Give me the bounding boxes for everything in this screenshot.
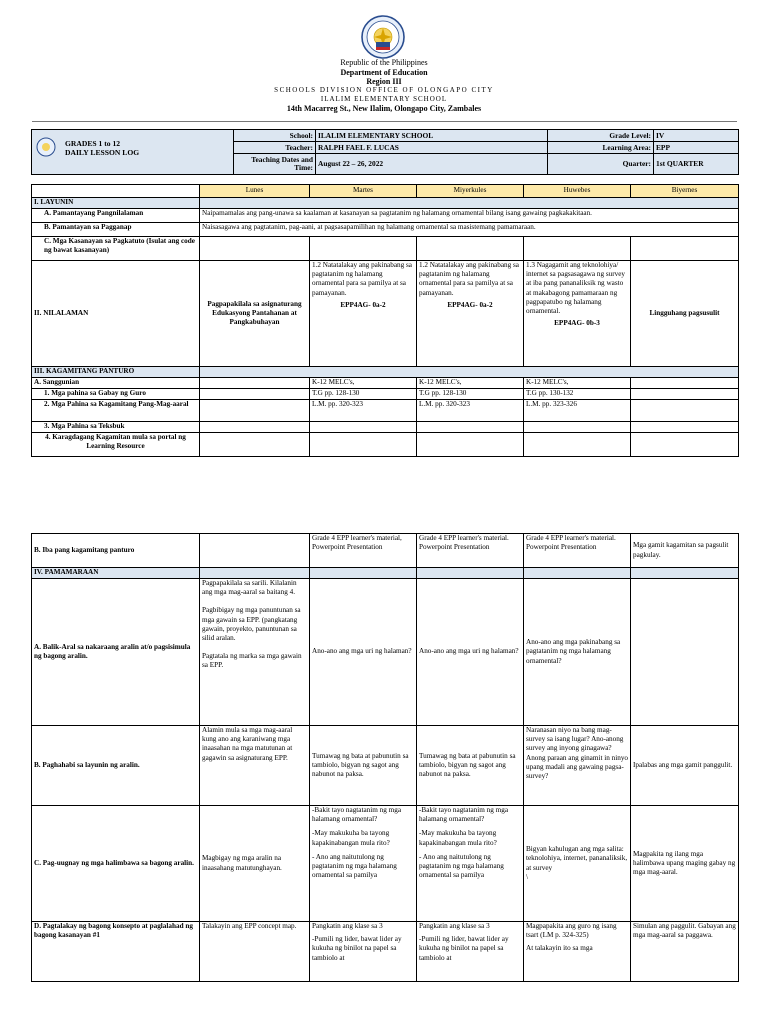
mag-aaral-thu: L.M. pp. 323-326 <box>524 400 631 422</box>
mag-aaral-tue: L.M. pp. 320-323 <box>310 400 417 422</box>
day-header-wed: Miyerkules <box>417 185 524 198</box>
address-line: 14th Macarreg St., New Ilalim, Olongapo City, Zambales <box>286 104 482 113</box>
division-line: SCHOOLS DIVISION OFFICE OF OLONGAPO CITY <box>274 86 494 94</box>
pag-uugnay-fri: Magpakita ng ilang mga halimbawa upang maging gabay ng mga mag-aaral. <box>631 806 739 922</box>
row-label-pag-uugnay: C. Pag-uugnay ng mga halimbawa sa bagong aralin. <box>32 806 200 922</box>
quarter-value: 1st QUARTER <box>654 154 739 175</box>
balik-aral-mon-2: Pagbibigay ng mga panuntunan sa mga gawain sa EPP. (pangkatang gawain, proyekto, panuntunan sa silid aralan. <box>202 606 301 643</box>
balik-aral-mon-1: Pagpapakilala sa sarili. Kilalanin ang mga mag-aaral sa baitang 4. <box>202 579 297 597</box>
school-label: School: <box>234 130 316 142</box>
pagtalakay-tue-cell <box>310 922 417 982</box>
region-line: Region III <box>366 77 402 86</box>
pag-uugnay-thu-1: Bigyan kahulugan ang mga salita: teknolohiya, internet, pananaliksik, at survey <box>526 845 628 872</box>
iba-tue: Grade 4 EPP learner's material, Powerpoint Presentation <box>310 534 417 568</box>
balik-aral-tue: Ano-ano ang mga uri ng halaman? <box>310 579 417 726</box>
paghahabi-thu: Naranasan niyo na bang mag-survey sa isang lugar? Ano-anong survey ang inyong ginagawa? Anong paraan ang ginamit in ninyo upang madali ang gawaing pagsa-survey? <box>524 726 631 806</box>
school-line: ILALIM ELEMENTARY SCHOOL <box>320 95 448 103</box>
header-divider <box>32 121 737 122</box>
republic-line: Republic of the Philippines <box>340 58 428 67</box>
row-label-kasanayan: C. Mga Kasanayan sa Pagkatuto (Isulat ang code ng bawat kasanayan) <box>32 237 200 261</box>
deped-seal-icon <box>359 14 407 60</box>
balik-aral-mon-cell <box>200 579 310 726</box>
row-label-pamantayan-pagganap: B. Pamantayan sa Pagganap <box>32 223 200 237</box>
nilalaman-fri: Lingguhang pagsusulit <box>631 261 739 367</box>
day-header-thu: Huwebes <box>524 185 631 198</box>
grade-value: IV <box>654 130 739 142</box>
pag-uugnay-tue-1: -Bakit tayo nagtatanim ng mga halamang ornamental? <box>312 806 402 824</box>
nilalaman-wed: 1.2 Natatalakay ang pakinabang sa pagtatanim ng halamang ornamental para sa pamilya at sa pamayanan. <box>419 261 519 297</box>
section-kagamitang-panturo: III. KAGAMITANG PANTURO <box>32 367 200 378</box>
section-pamamaraan: IV. PAMAMARAAN <box>32 568 200 579</box>
nilalaman-tue: 1.2 Natatalakay ang pakinabang sa pagtatanim ng halamang ornamental para sa pamilya at sa pamayanan. <box>312 261 412 297</box>
area-value: EPP <box>654 142 739 154</box>
section-layunin: I. LAYUNIN <box>32 198 200 209</box>
row-label-balik-aral: A. Balik-Aral sa nakaraang aralin at/o pagsisimula ng bagong aralin. <box>32 579 200 726</box>
pag-uugnay-thu-2: \ <box>526 872 528 881</box>
deped-mini-seal-icon <box>36 137 56 157</box>
balik-aral-wed: Ano-ano ang mga uri ng halaman? <box>417 579 524 726</box>
pagtalakay-wed-cell <box>417 922 524 982</box>
gabay-guro-thu: T.G pp. 130-132 <box>524 389 631 400</box>
row-label-teksbuk: 3. Mga Pahina sa Teksbuk <box>32 422 200 433</box>
row-label-pamantayang-pangnilalaman: A. Pamantayang Pangnilalaman <box>32 209 200 223</box>
lesson-log-table-part1 <box>31 184 739 457</box>
grades-title: GRADES 1 to 12 <box>65 139 121 148</box>
paghahabi-mon: Alamin mula sa mga mag-aaral kung ano ang karaniwang mga inaasahan na mga matutunan at gagawin sa asignaturang EPP. <box>200 726 310 806</box>
pagtalakay-mon: Talakayin ang EPP concept map. <box>200 922 310 982</box>
row-label-karagdagang-kagamitan: 4. Karagdagang Kagamitan mula sa portal ng Learning Resource <box>32 433 200 457</box>
teacher-value: RALPH FAEL F. LUCAS <box>316 142 548 154</box>
area-label: Learning Area: <box>548 142 654 154</box>
pag-uugnay-mon: Magbigay ng mga aralin na inaasahang matutunghayan. <box>200 806 310 922</box>
iba-wed: Grade 4 EPP learner's material. Powerpoint Presentation <box>417 534 524 568</box>
quarter-label: Quarter: <box>548 154 654 175</box>
day-header-fri: Biyernes <box>631 185 739 198</box>
pagtalakay-thu-2: At talakayin ito sa mga <box>526 944 593 953</box>
pag-uugnay-wed-3: - Ano ang naitutulong ng pagtatanim ng mga halamang ornamental sa pamilya <box>419 852 504 880</box>
pagtalakay-fri: Simulan ang paggulit. Gabayan ang mga mag-aaral sa paggawa. <box>631 922 739 982</box>
pag-uugnay-wed-1: -Bakit tayo nagtatanim ng mga halamang ornamental? <box>419 806 509 824</box>
nilalaman-thu-cell <box>524 261 631 367</box>
balik-aral-thu: Ano-ano ang mga pakinabang sa pagtatanim ng mga halamang ornamental? <box>524 579 631 726</box>
row-label-pagtalakay: D. Pagtalakay ng bagong konsepto at paglalahad ng bagong kasanayan #1 <box>32 922 200 982</box>
pag-uugnay-tue-cell <box>310 806 417 922</box>
pamantayang-pangnilalaman-text: Naipamamalas ang pang-unawa sa kaalaman at kasanayan sa pagtatanim ng halamang ornamental bilang isang gawaing pagkakakitaan. <box>200 209 739 223</box>
paghahabi-tue: Tumawag ng bata at pabunutin sa tambiolo, bigyan ng sagot ang nabunot na paksa. <box>310 726 417 806</box>
nilalaman-wed-code: EPP4AG- 0a-2 <box>447 300 493 309</box>
nilalaman-thu: 1.3 Nagagamit ang teknolohiya/ internet sa pagsasagawa ng survey at iba pang pananaliksik ng wasto at makabagong pamamaraan ng pagpapatubo ng halamang ornamental. <box>526 261 625 316</box>
row-label-iba-pang-kagamitan: B. Iba pang kagamitang panturo <box>32 534 200 568</box>
pamantayan-pagganap-text: Naisasagawa ang pagtatanim, pag-aani, at pagsasapamilihan ng halamang ornamental sa masistemang pamamaraan. <box>200 223 739 237</box>
sanggunian-wed: K-12 MELC's, <box>417 378 524 389</box>
pagtalakay-tue-2: -Pumili ng lider, bawat lider ay kukuha ng binilot na papel sa tambiolo at <box>312 935 402 962</box>
lesson-log-table-part2 <box>31 533 739 982</box>
day-header-tue: Martes <box>310 185 417 198</box>
dates-label: Teaching Dates and Time: <box>234 154 316 175</box>
pag-uugnay-wed-2: -May makukuha ba tayong kapakinabangan mula rito? <box>419 829 497 847</box>
row-label-kagamitang-mag-aaral: 2. Mga Pahina sa Kagamitang Pang-Mag-aaral <box>32 400 200 422</box>
day-header-mon: Lunes <box>200 185 310 198</box>
pag-uugnay-wed-cell <box>417 806 524 922</box>
dates-value: August 22 – 26, 2022 <box>316 154 548 175</box>
pag-uugnay-thu-cell <box>524 806 631 922</box>
pagtalakay-thu-1: Magpapakita ang guro ng isang tsart (LM p. 324-325) <box>526 922 617 940</box>
department-line: Department of Education <box>340 68 428 77</box>
nilalaman-tue-cell <box>310 261 417 367</box>
dll-info-table <box>31 129 739 175</box>
nilalaman-tue-code: EPP4AG- 0a-2 <box>340 300 386 309</box>
mag-aaral-wed: L.M. pp. 320-323 <box>417 400 524 422</box>
pagtalakay-tue-1: Pangkatin ang klase sa 3 <box>312 922 383 930</box>
pagtalakay-wed-1: Pangkatin ang klase sa 3 <box>419 922 490 930</box>
iba-fri: Mga gamit kagamitan sa pagsulit pagkulay. <box>631 534 739 568</box>
empty-header-cell <box>32 185 200 198</box>
nilalaman-thu-code: EPP4AG- 0b-3 <box>554 319 600 328</box>
sanggunian-thu: K-12 MELC's, <box>524 378 631 389</box>
pagtalakay-wed-2: -Pumili ng lider, bawat lider ay kukuha ng binilot na papel sa tambiolo at <box>419 935 509 962</box>
dll-title: DAILY LESSON LOG <box>65 148 140 157</box>
pagtalakay-thu-cell <box>524 922 631 982</box>
pag-uugnay-tue-2: -May makukuha ba tayong kapakinabangan mula rito? <box>312 829 390 847</box>
teacher-label: Teacher: <box>234 142 316 154</box>
row-label-sanggunian: A. Sanggunian <box>32 378 200 389</box>
section-nilalaman: II. NILALAMAN <box>32 261 200 367</box>
gabay-guro-tue: T.G pp. 128-130 <box>310 389 417 400</box>
grade-label: Grade Level: <box>548 130 654 142</box>
sanggunian-tue: K-12 MELC's, <box>310 378 417 389</box>
school-value: ILALIM ELEMENTARY SCHOOL <box>316 130 548 142</box>
dll-title-cell <box>32 130 234 175</box>
nilalaman-wed-cell <box>417 261 524 367</box>
pag-uugnay-tue-3: - Ano ang naitutulong ng pagtatanim ng mga halamang ornamental sa pamilya <box>312 852 397 880</box>
nilalaman-mon: Pagpapakilala sa asignaturang Edukasyong Pantahanan at Pangkabuhayan <box>200 261 310 367</box>
balik-aral-mon-3: Pagtatala ng marka sa mga gawain sa EPP. <box>202 652 302 670</box>
paghahabi-fri: Ipalabas ang mga gamit panggulit. <box>631 726 739 806</box>
row-label-gabay-guro: 1. Mga pahina sa Gabay ng Guro <box>32 389 200 400</box>
row-label-paghahabi: B. Paghahabi sa layunin ng aralin. <box>32 726 200 806</box>
paghahabi-wed: Tumawag ng bata at pabunutin sa tambiolo, bigyan ng sagot ang nabunot na paksa. <box>417 726 524 806</box>
iba-thu: Grade 4 EPP learner's material. Powerpoint Presentation <box>524 534 631 568</box>
gabay-guro-wed: T.G pp. 128-130 <box>417 389 524 400</box>
